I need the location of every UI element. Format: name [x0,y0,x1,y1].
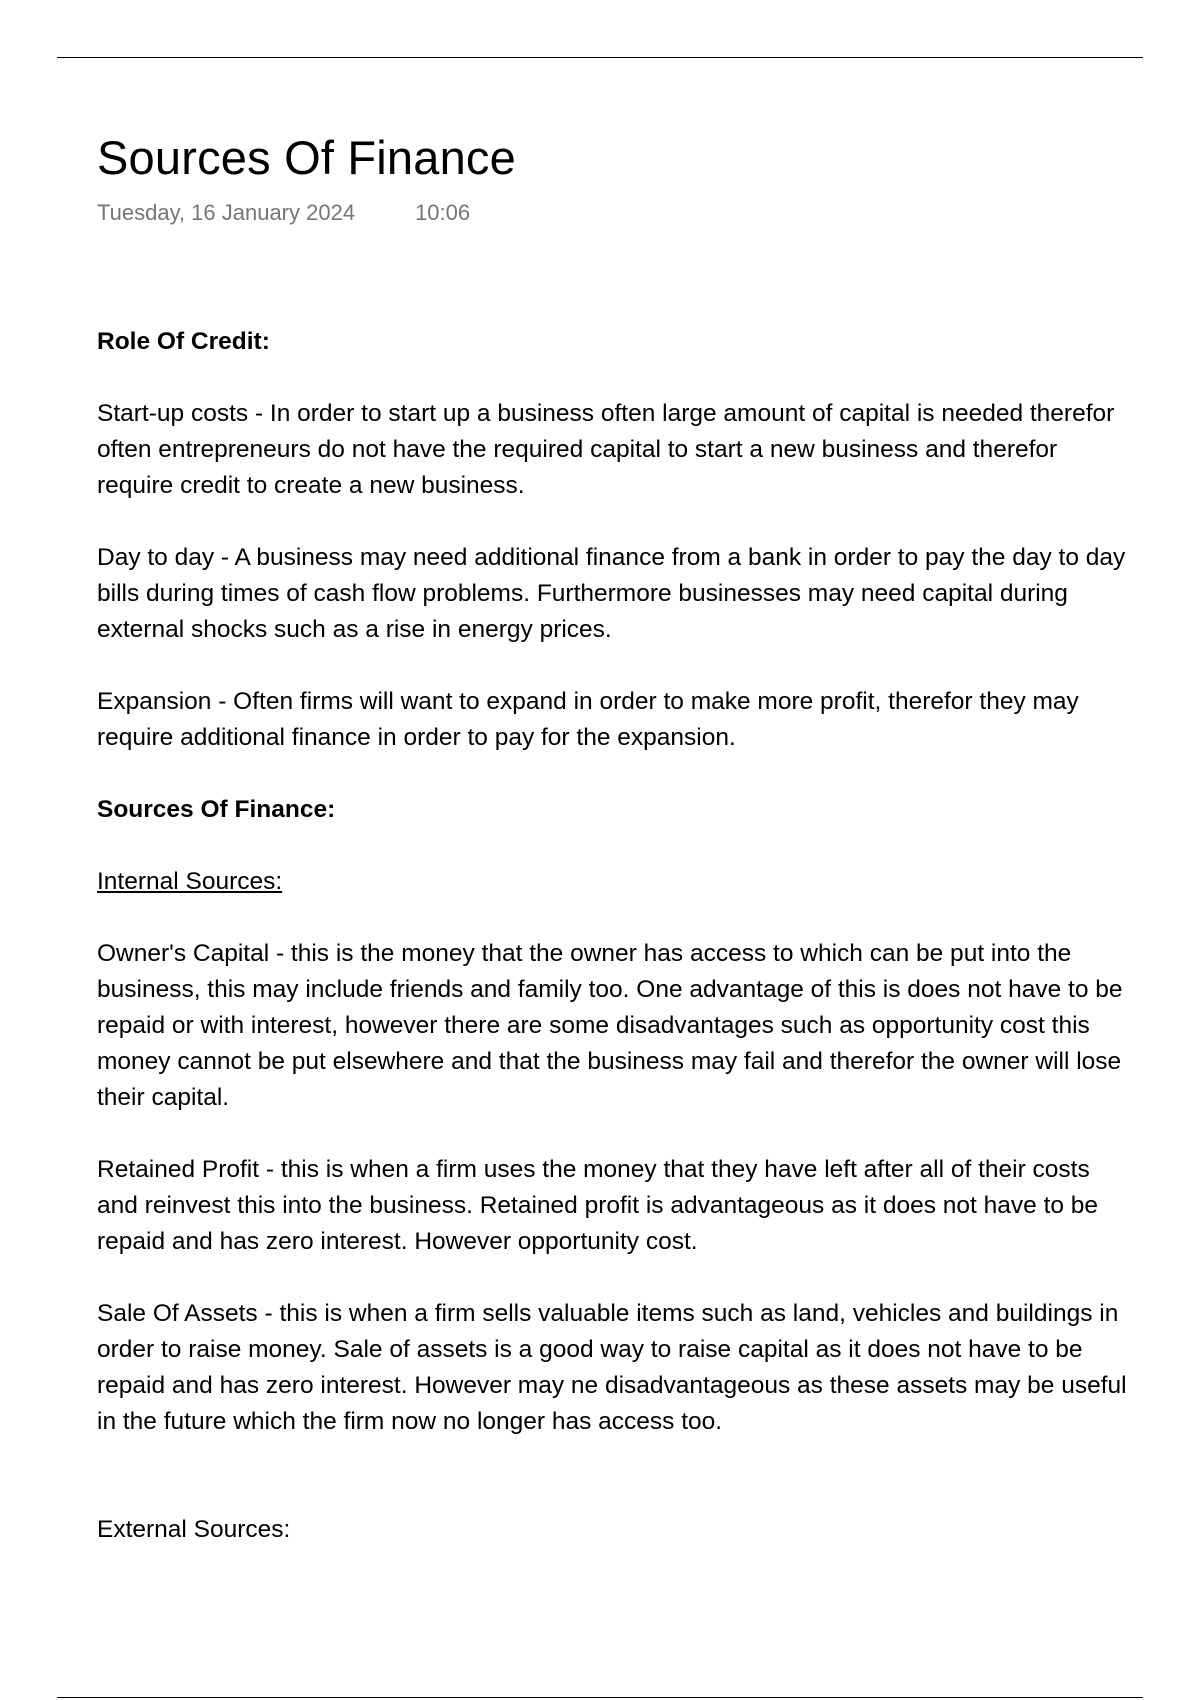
external-sources-heading: External Sources: [97,1516,291,1543]
role-of-credit-heading: Role Of Credit: [97,328,270,355]
retained-profit-paragraph: Retained Profit - this is when a firm uses the money that they have left after all of their costs and reinvest this into the business. Retained profit is advantageous as it does not have to be repaid and has zero interest. However opportunity cost. [97,1156,1099,1255]
sale-of-assets-paragraph: Sale Of Assets - this is when a firm sells valuable items such as land, vehicles and buildings in order to raise money. Sale of assets is a good way to raise capital as it does not have to be repaid and has zero interest. However may ne disadvantageous as these assets may be useful in the future which the firm now no longer has access too. [97,1300,1127,1435]
sources-of-finance-heading: Sources Of Finance: [97,796,336,823]
expansion-paragraph: Expansion - Often firms will want to expand in order to make more profit, therefor they may require additional finance in order to pay for the expansion. [97,688,1079,751]
note-body[interactable] [97,324,1137,1548]
bottom-divider [57,1697,1143,1698]
note-time: 10:06 [415,199,471,225]
owners-capital-paragraph: Owner's Capital - this is the money that the owner has access to which can be put into the business, this may include friends and family too. One advantage of this is does not have to be repaid or with interest, however there are some disadvantages such as opportunity cost this money cannot be put elsewhere and that the business may fail and therefor the owner will lose their capital. [97,940,1123,1111]
note-meta [97,200,1127,226]
top-divider [57,57,1143,58]
internal-sources-heading: Internal Sources: [97,868,283,895]
note-header [97,132,1127,226]
startup-costs-paragraph: Start-up costs - In order to start up a business often large amount of capital is needed therefor often entrepreneurs do not have the required capital to start a new business and therefor require credit to create a new business. [97,400,1115,499]
day-to-day-paragraph: Day to day - A business may need additional finance from a bank in order to pay the day to day bills during times of cash flow problems. Furthermore businesses may need capital during external shocks such as a rise in energy prices. [97,544,1126,643]
page-title[interactable]: Sources Of Finance [97,131,516,184]
note-date: Tuesday, 16 January 2024 [97,199,356,225]
